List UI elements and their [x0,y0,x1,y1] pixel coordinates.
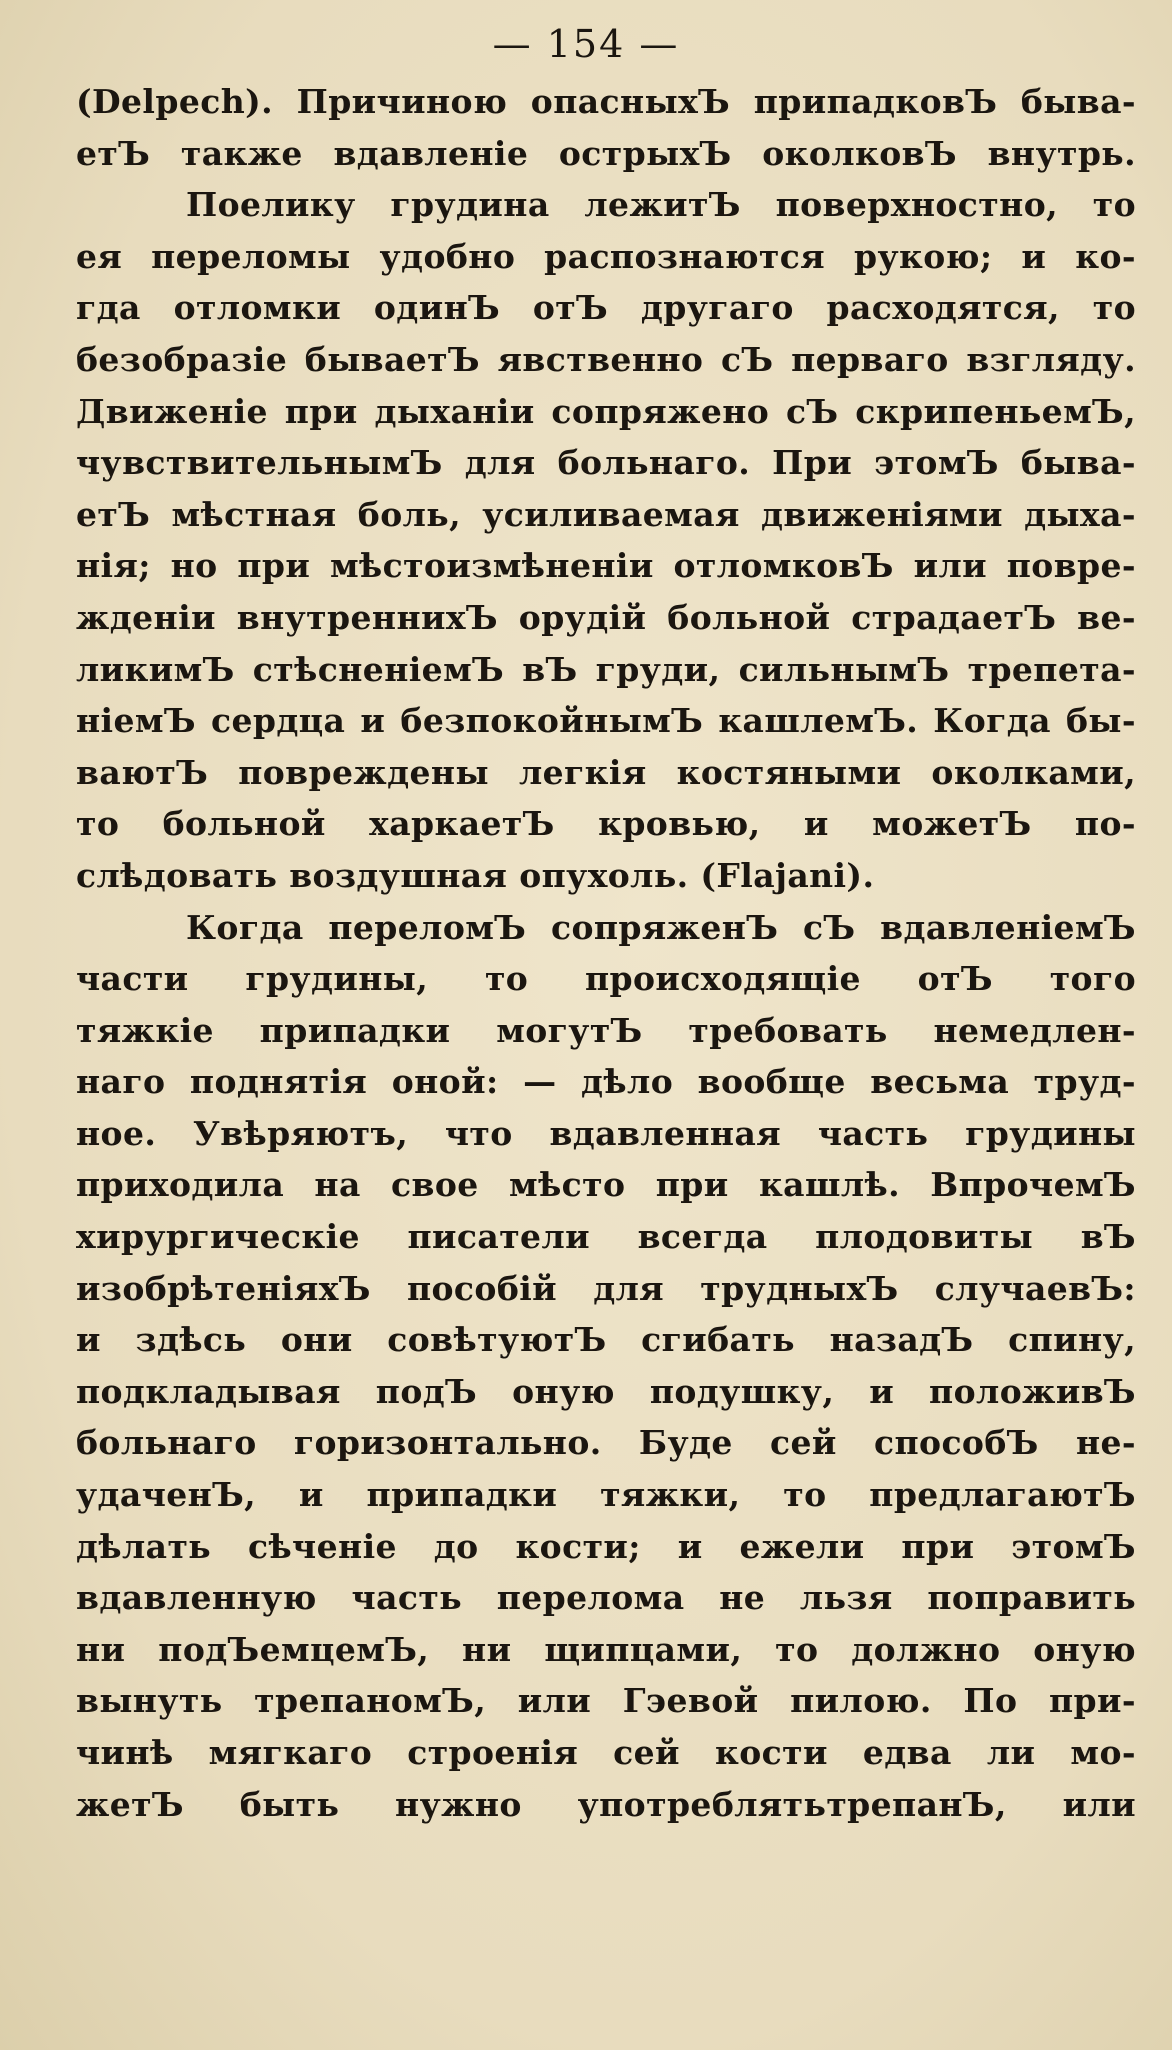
text-line: хирургическіе писатели всегда плодовиты вЪ [76,1217,1136,1257]
text-line: етЪ также вдавленіе острыхЪ околковЪ внутрь. [76,133,1136,173]
text-line: подкладывая подЪ оную подушку, и положивЪ [76,1371,1136,1411]
text-line: Поелику грудина лежитЪ поверхностно, то [186,185,1136,225]
text-line: Когда переломЪ сопряженЪ сЪ вдавленіемЪ [186,907,1136,947]
text-line: приходила на свое мѣсто при кашлѣ. ВпрочемЪ [76,1165,1136,1205]
text-line: удаченЪ, и припадки тяжки, то предлагаютЪ [76,1475,1136,1515]
text-line: вынуть трепаномЪ, или Гэевой пилою. По при- [76,1681,1136,1721]
text-line: изобрѣтеніяхЪ пособій для трудныхЪ случаевЪ: [76,1268,1136,1308]
text-line: безобразіе бываетЪ явственно сЪ перваго взгляду. [76,339,1136,379]
text-line: больнаго горизонтально. Буде сей способЪ не- [76,1423,1136,1463]
text-line: Движеніе при дыханіи сопряжено сЪ скрипеньемЪ, [76,391,1136,431]
text-line: жденіи внутреннихЪ орудій больной страдаетЪ ве- [76,597,1136,637]
text-line: нія; но при мѣстоизмѣненіи отломковЪ или повре- [76,546,1136,586]
text-line: ни подЪемцемЪ, ни щипцами, то должно оную [76,1629,1136,1669]
text-line: гда отломки одинЪ отЪ другаго расходятся, то [76,288,1136,328]
text-line: чинѣ мягкаго строенія сей кости едва ли мо- [76,1733,1136,1772]
text-line: и здѣсь они совѣтуютЪ сгибать назадЪ спину, [76,1320,1136,1360]
text-line: жетЪ быть нужно употреблятьтрепанЪ, или [76,1784,1136,1824]
text-line: ея переломы удобно распознаются рукою; и ко- [76,236,1136,276]
text-line: чувствительнымЪ для больнаго. При этомЪ быва- [76,443,1136,483]
text-line: (Delpech). Причиною опасныхЪ припадковЪ быва- [76,82,1136,121]
text-line: ликимЪ стѣсненіемЪ вЪ груди, сильнымЪ трепета- [76,649,1136,689]
page-number: — 154 — [492,22,680,66]
text-line: части грудины, то происходящіе отЪ того [76,959,1136,999]
text-line: ное. Увѣряютъ, что вдавленная часть грудины [76,1113,1136,1153]
body-text [76,76,1136,1830]
text-line: слѣдовать воздушная опухоль. (Flajani). [76,855,875,895]
text-line: ніемЪ сердца и безпокойнымЪ кашлемЪ. Когда бы- [76,701,1136,741]
text-line: наго поднятія оной: — дѣло вообще весьма труд- [76,1062,1136,1102]
text-line: дѣлать сѣченіе до кости; и ежели при этомЪ [76,1526,1136,1566]
text-line: вдавленную часть перелома не льзя поправить [76,1578,1136,1618]
text-line: тяжкіе припадки могутЪ требовать немедлен- [76,1010,1136,1050]
text-line: етЪ мѣстная боль, усиливаемая движеніями дыха- [76,494,1136,534]
text-line: ваютЪ повреждены легкія костяными околками, [76,752,1136,792]
text-line: то больной харкаетЪ кровью, и можетЪ по- [76,804,1136,844]
